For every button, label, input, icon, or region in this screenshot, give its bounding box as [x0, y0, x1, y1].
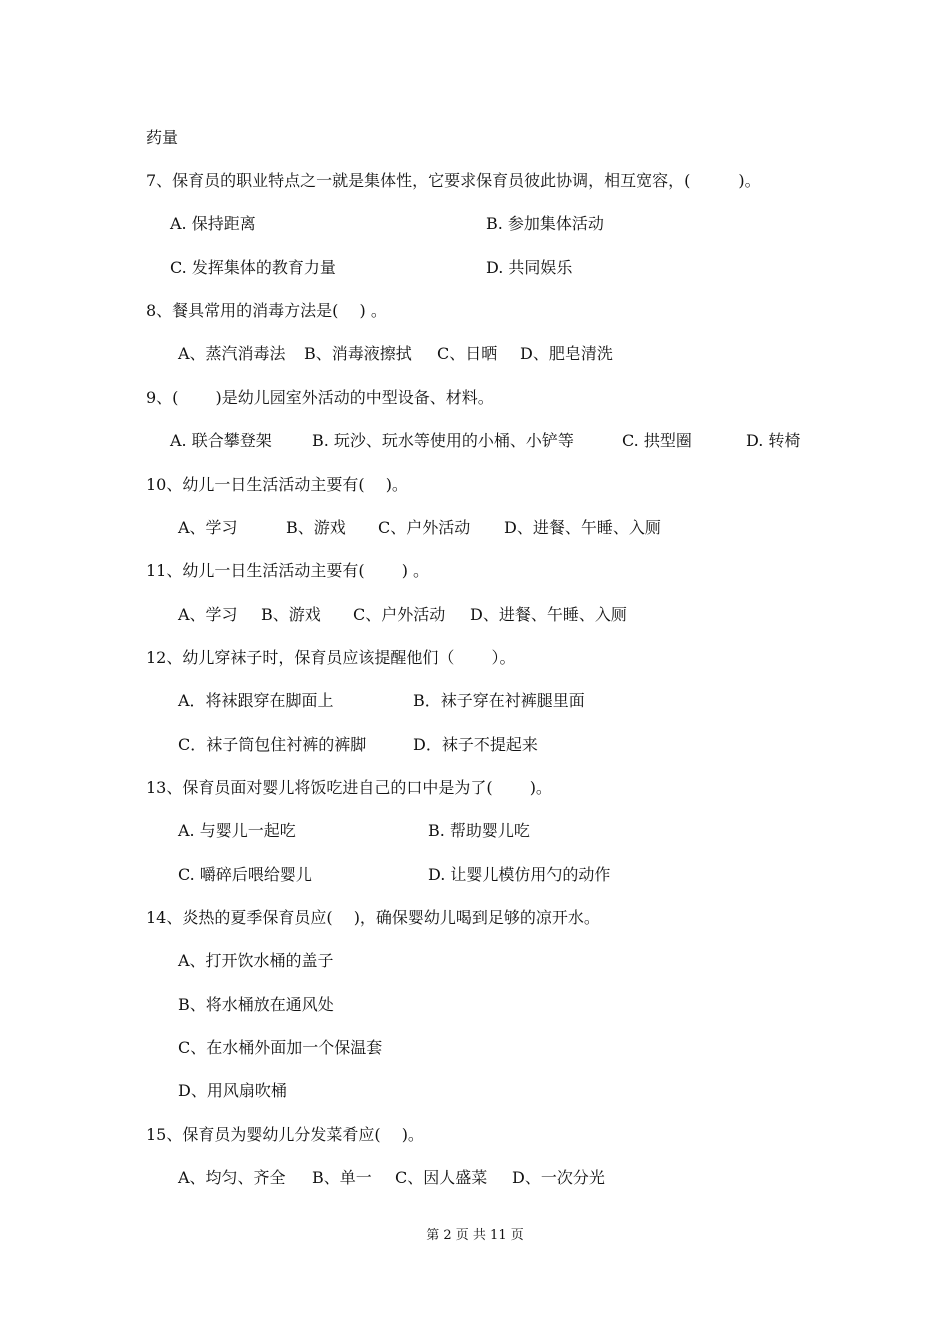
question-8-option-c: C、日晒 [437, 344, 498, 363]
question-9-option-b: B. 玩沙、玩水等使用的小桶、小铲等 [312, 431, 574, 450]
question-12-option-a: A．将袜跟穿在脚面上 [178, 691, 334, 710]
question-8-option-a: A、蒸汽消毒法 [178, 344, 286, 363]
question-14-option-b: B、将水桶放在通风处 [178, 995, 334, 1014]
question-11-option-d: D、进餐、午睡、入厕 [470, 605, 627, 624]
question-10-option-d: D、进餐、午睡、入厕 [504, 518, 661, 537]
question-12-option-c: C．袜子筒包住衬裤的裤脚 [178, 735, 367, 754]
question-9-option-c: C. 拱型圈 [622, 431, 692, 450]
question-15-option-c: C、因人盛菜 [395, 1168, 488, 1187]
question-14-option-d: D、用风扇吹桶 [178, 1081, 287, 1100]
question-7-option-a: A. 保持距离 [170, 214, 256, 233]
continuation-text: 药量 [146, 128, 179, 147]
question-15-option-d: D、一次分光 [512, 1168, 605, 1187]
question-12-option-d: D．袜子不提起来 [413, 735, 538, 754]
question-7-option-d: D. 共同娱乐 [486, 258, 573, 277]
question-15-option-a: A、均匀、齐全 [178, 1168, 286, 1187]
question-10-option-c: C、户外活动 [378, 518, 471, 537]
question-14-option-c: C、在水桶外面加一个保温套 [178, 1038, 383, 1057]
question-8-option-b: B、消毒液擦拭 [304, 344, 412, 363]
question-12-stem: 12、幼儿穿袜子时，保育员应该提醒他们（ ）。 [146, 648, 516, 667]
question-13-option-a: A. 与婴儿一起吃 [178, 821, 296, 840]
question-9-option-d: D. 转椅 [746, 431, 801, 450]
question-11-option-c: C、户外活动 [353, 605, 446, 624]
question-13-option-b: B. 帮助婴儿吃 [428, 821, 530, 840]
question-7-stem: 7、保育员的职业特点之一就是集体性，它要求保育员彼此协调，相互宽容，( )。 [146, 171, 761, 190]
question-12-option-b: B．袜子穿在衬裤腿里面 [413, 691, 585, 710]
question-11-option-a: A、学习 [178, 605, 238, 624]
question-13-stem: 13、保育员面对婴儿将饭吃进自己的口中是为了( )。 [146, 778, 552, 797]
question-9-option-a: A. 联合攀登架 [170, 431, 272, 450]
page-footer: 第 2 页 共 11 页 [426, 1228, 524, 1243]
question-14-stem: 14、炎热的夏季保育员应( )，确保婴幼儿喝到足够的凉开水。 [146, 908, 600, 927]
question-7-option-c: C. 发挥集体的教育力量 [170, 258, 336, 277]
question-10-option-a: A、学习 [178, 518, 238, 537]
question-15-stem: 15、保育员为婴幼儿分发菜肴应( )。 [146, 1125, 424, 1144]
question-15-option-b: B、单一 [312, 1168, 372, 1187]
question-13-option-c: C. 嚼碎后喂给婴儿 [178, 865, 312, 884]
question-8-stem: 8、餐具常用的消毒方法是( ) 。 [146, 301, 387, 320]
question-7-option-b: B. 参加集体活动 [486, 214, 604, 233]
question-11-stem: 11、幼儿一日生活活动主要有( ) 。 [146, 561, 430, 580]
question-10-option-b: B、游戏 [286, 518, 346, 537]
question-10-stem: 10、幼儿一日生活活动主要有( )。 [146, 475, 408, 494]
question-11-option-b: B、游戏 [261, 605, 321, 624]
question-9-stem: 9、( )是幼儿园室外活动的中型设备、材料。 [146, 388, 494, 407]
question-13-option-d: D. 让婴儿模仿用勺的动作 [428, 865, 611, 884]
question-14-option-a: A、打开饮水桶的盖子 [178, 951, 334, 970]
question-8-option-d: D、肥皂清洗 [520, 344, 613, 363]
